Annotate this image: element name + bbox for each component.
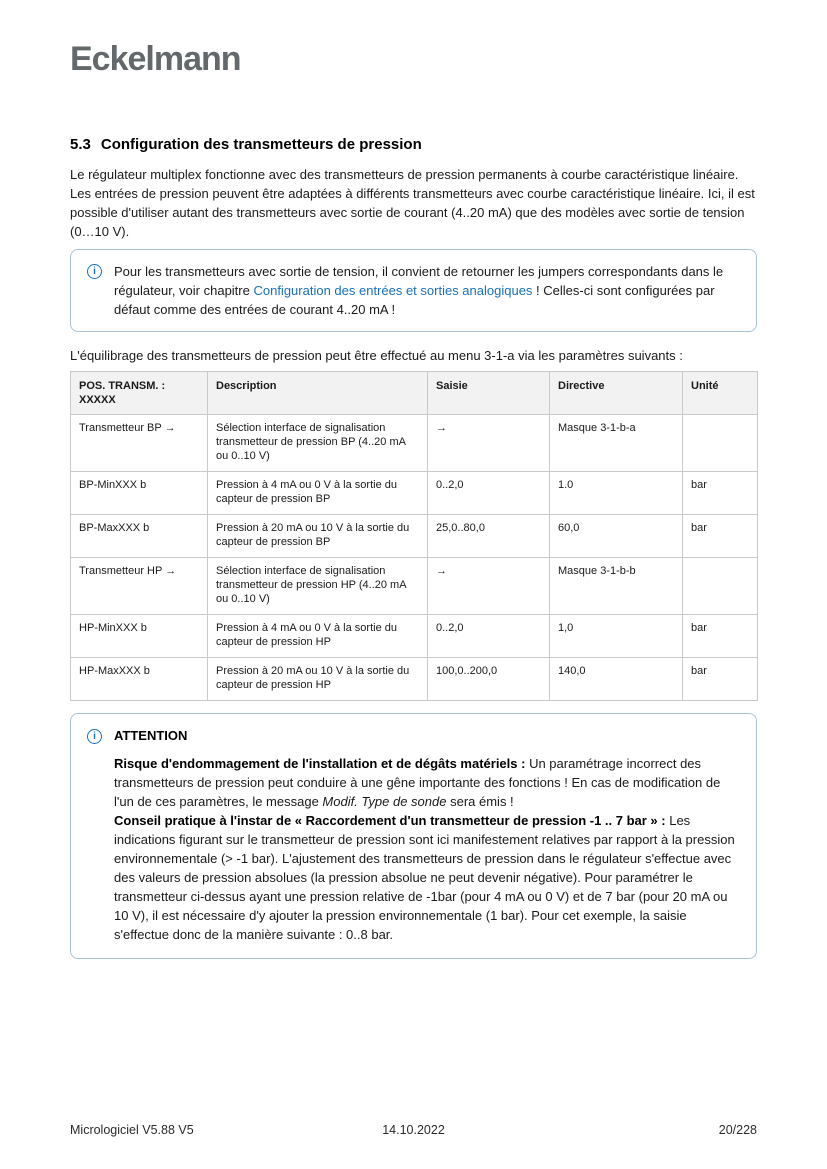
- attention-advice-text: Les indications figurant sur le transmetteur de pression sont ici manifestement relatives par rapport à la pression environnementale (> -1 bar). L'ajustement des transmetteurs de pression dans le régulateur s'effectue avec des valeurs de pression absolues (la pression absolue ne peut devenir négative). Pour paramétrer le transmetteur ci-dessus ayant une pression relative de -1bar (pour 4 mA ou 0 V) et de 7 bar (pour 20 mA ou 10 V), il est nécessaire d'y ajouter la pression environnementale (1 bar). Pour cet exemple, la saisie s'effectue donc de la manière suivante : 0..8 bar.: [114, 813, 735, 942]
- col-header-description: Description: [208, 372, 428, 415]
- section-heading: [70, 136, 757, 153]
- eckelmann-logo: Eckelmann: [70, 40, 241, 78]
- info-note-box: [70, 249, 757, 332]
- attention-header: [83, 727, 742, 744]
- cell-description: Pression à 4 mA ou 0 V à la sortie du capteur de pression BP: [208, 472, 428, 515]
- attention-risk-text: Un paramétrage incorrect des transmetteurs de pression peut conduire à une gêne importante des fonctions ! En cas de modification de l'un de ces paramètres, le message: [114, 756, 721, 809]
- cell-description: Pression à 4 mA ou 0 V à la sortie du capteur de pression HP: [208, 615, 428, 658]
- table-header-row: [71, 372, 758, 415]
- cell-unite: [683, 415, 758, 472]
- attention-message-name: Modif. Type de sonde: [322, 794, 447, 809]
- attention-box: [70, 713, 757, 959]
- col-header-pos-transm: POS. TRANSM. : XXXXX: [71, 372, 208, 415]
- table-row: [71, 558, 758, 615]
- footer-firmware-version: Micrologiciel V5.88 V5: [70, 1123, 194, 1137]
- section-number: 5.3: [70, 136, 91, 153]
- cell-pos: BP-MinXXX b: [71, 472, 208, 515]
- attention-risk-bold: Risque d'endommagement de l'installation et de dégâts matériels :: [114, 756, 526, 771]
- footer-date: 14.10.2022: [382, 1123, 445, 1137]
- cell-saisie: 100,0..200,0: [428, 658, 550, 701]
- cell-unite: bar: [683, 472, 758, 515]
- cell-description: Sélection interface de signalisation transmetteur de pression BP (4..20 mA ou 0..10 V): [208, 415, 428, 472]
- footer-page-number: 20/228: [718, 1123, 757, 1137]
- cell-pos: HP-MaxXXX b: [71, 658, 208, 701]
- cell-directive: 1.0: [550, 472, 683, 515]
- cell-unite: [683, 558, 758, 615]
- cell-saisie: 25,0..80,0: [428, 515, 550, 558]
- info-icon: i: [87, 729, 102, 744]
- table-row: [71, 472, 758, 515]
- info-note-text-before: Pour les transmetteurs avec sortie de tension, il convient de retourner les jumpers correspondants dans le régulateur, voir chapitre: [114, 264, 724, 298]
- cell-description: Pression à 20 mA ou 10 V à la sortie du capteur de pression BP: [208, 515, 428, 558]
- attention-body: [114, 754, 742, 944]
- cell-saisie: →: [428, 558, 550, 615]
- info-note-text: [114, 262, 742, 319]
- table-row: [71, 415, 758, 472]
- attention-advice-bold: Conseil pratique à l'instar de « Raccordement d'un transmetteur de pression -1 .. 7 bar » :: [114, 813, 666, 828]
- attention-risk-end: sera émis !: [446, 794, 514, 809]
- page-footer: [70, 1123, 757, 1137]
- info-icon: i: [87, 264, 102, 279]
- cell-directive: 60,0: [550, 515, 683, 558]
- cell-unite: bar: [683, 658, 758, 701]
- col-header-directive: Directive: [550, 372, 683, 415]
- intro-paragraph: Le régulateur multiplex fonctionne avec des transmetteurs de pression permanents à courbe caractéristique linéaire. Les entrées de pression peuvent être adaptées à différents transmetteurs avec courbe caractéristique linéaire. Ici, il est possible d'utiliser autant des transmetteurs avec sortie de courant (4..20 mA) que des modèles avec sortie de tension (0…10 V).: [70, 167, 755, 239]
- table-row: [71, 658, 758, 701]
- cell-saisie: 0..2,0: [428, 615, 550, 658]
- cell-description: Pression à 20 mA ou 10 V à la sortie du capteur de pression HP: [208, 658, 428, 701]
- attention-title: ATTENTION: [114, 728, 188, 743]
- table-row: [71, 515, 758, 558]
- cell-directive: 1,0: [550, 615, 683, 658]
- cell-directive: Masque 3-1-b-b: [550, 558, 683, 615]
- col-header-saisie: Saisie: [428, 372, 550, 415]
- cell-directive: Masque 3-1-b-a: [550, 415, 683, 472]
- chapter-link-analog-io[interactable]: Configuration des entrées et sorties analogiques: [253, 283, 533, 298]
- table-row: [71, 615, 758, 658]
- col-header-unite: Unité: [683, 372, 758, 415]
- cell-description: Sélection interface de signalisation transmetteur de pression HP (4..20 mA ou 0..10 V): [208, 558, 428, 615]
- pressure-transmitter-params-table: [70, 371, 758, 701]
- cell-pos: HP-MinXXX b: [71, 615, 208, 658]
- cell-saisie: →: [428, 415, 550, 472]
- cell-unite: bar: [683, 615, 758, 658]
- cell-pos: Transmetteur HP →: [71, 558, 208, 615]
- cell-directive: 140,0: [550, 658, 683, 701]
- cell-pos: Transmetteur BP →: [71, 415, 208, 472]
- section-title: Configuration des transmetteurs de pression: [100, 136, 422, 153]
- cell-pos: BP-MaxXXX b: [71, 515, 208, 558]
- cell-saisie: 0..2,0: [428, 472, 550, 515]
- cell-unite: bar: [683, 515, 758, 558]
- table-intro-text: L'équilibrage des transmetteurs de pression peut être effectué au menu 3-1-a via les paramètres suivants :: [70, 348, 683, 363]
- info-note-text-after: ! Celles-ci sont configurées par défaut comme des entrées de courant 4..20 mA !: [114, 283, 715, 317]
